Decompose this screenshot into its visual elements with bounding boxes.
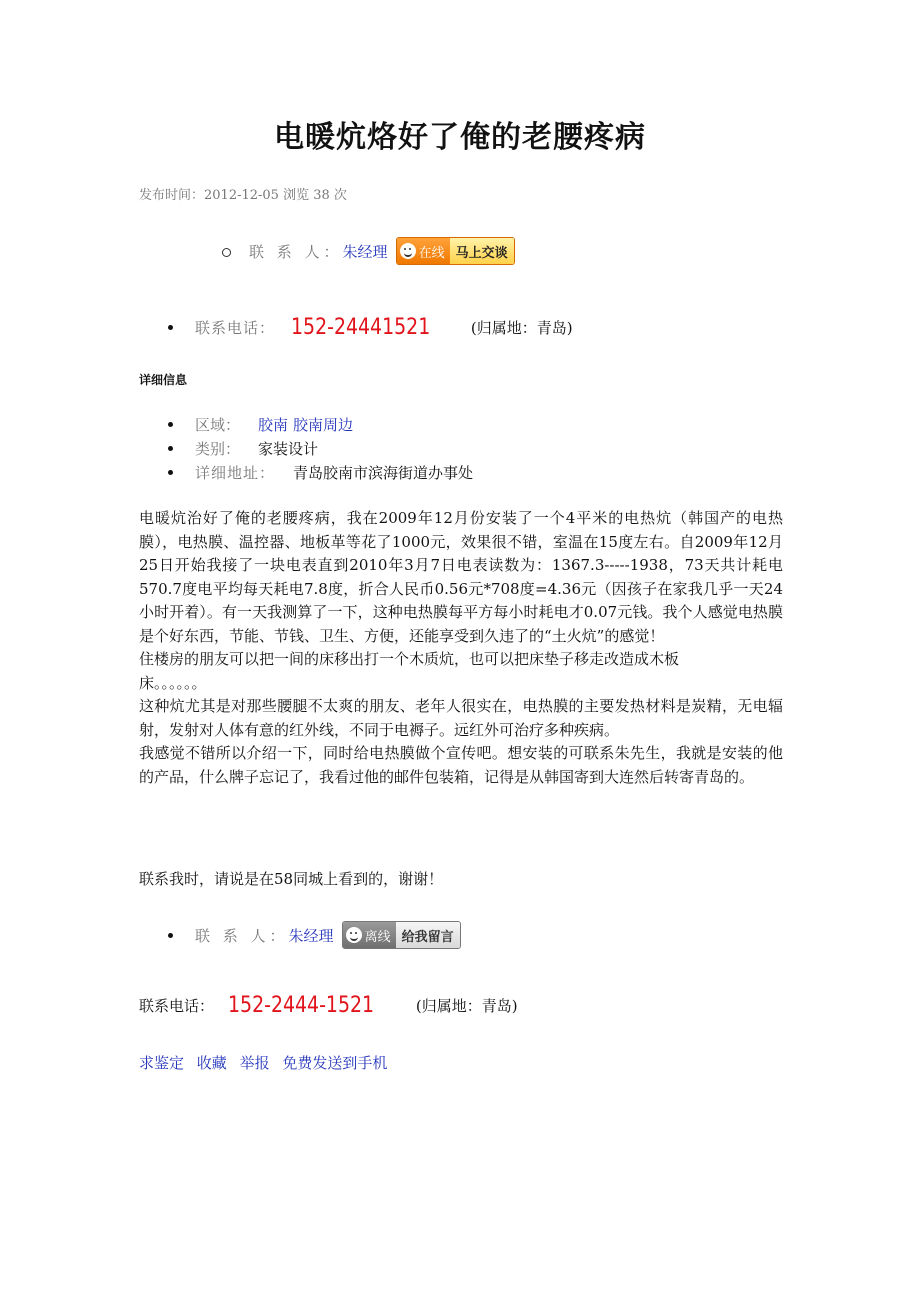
phone-number-image: 152-2444-1521: [228, 993, 375, 1018]
detail-address-row: [168, 462, 473, 483]
circle-bullet-icon: [222, 248, 231, 257]
phone-row-bottom: [139, 993, 518, 1018]
contact-label: 联 系 人：: [249, 242, 343, 261]
leave-message-text: 给我留言: [396, 922, 460, 948]
favorite-link[interactable]: 收藏: [196, 1054, 227, 1072]
page-title: 电暖炕烙好了俺的老腰疼病: [274, 120, 646, 155]
contact-label: 联 系 人：: [195, 926, 289, 945]
phone-row-top: [168, 310, 573, 344]
offline-badge-left: [343, 922, 396, 948]
bullet-dot: [168, 446, 173, 451]
send-to-phone-link[interactable]: 免费发送到手机: [282, 1054, 388, 1072]
address-value: 青岛胶南市滨海街道办事处: [293, 464, 474, 482]
bullet-dot: [168, 933, 173, 938]
leave-message-button[interactable]: [342, 921, 461, 949]
region-link-2[interactable]: 胶南周边: [293, 416, 354, 434]
online-badge-left: [397, 238, 450, 264]
detail-category-row: [168, 438, 318, 459]
report-link[interactable]: 举报: [239, 1054, 270, 1072]
contact-name-link[interactable]: 朱经理: [288, 926, 334, 945]
contact-name-link[interactable]: 朱经理: [342, 242, 388, 261]
detail-region-row: [168, 414, 353, 435]
address-label: 详细地址：: [195, 464, 276, 482]
phone-label: 联系电话：: [139, 997, 215, 1015]
phone-location: (归属地：青岛): [415, 997, 518, 1015]
contact-person-row-bottom: [168, 920, 461, 950]
phone-number-image: 152-24441521: [291, 314, 431, 340]
chat-online-button[interactable]: [396, 237, 515, 265]
phone-label: 联系电话：: [195, 318, 276, 337]
appraise-link[interactable]: 求鉴定: [139, 1054, 185, 1072]
region-link-1[interactable]: 胶南: [258, 416, 289, 434]
footer-links: [139, 1052, 395, 1073]
category-value: 家装设计: [258, 440, 319, 458]
body-paragraph-2b: 床。。。。。。: [139, 673, 207, 692]
chat-face-icon: [400, 243, 416, 259]
online-status-text: 在线: [418, 245, 445, 261]
publish-meta: 发布时间：2012-12-05 浏览 38 次: [139, 188, 347, 203]
bullet-dot: [168, 470, 173, 475]
offline-status-text: 离线: [364, 929, 391, 945]
body-paragraph-4: 我感觉不错所以介绍一下，同时给电热膜做个宣传吧。想安装的可联系朱先生，我就是安装的他的产品，什么牌子忘记了，我看过他的邮件包装箱，记得是从韩国寄到大连然后转寄青岛的。: [139, 744, 783, 786]
chat-now-text: 马上交谈: [450, 238, 514, 264]
category-label: 类别：: [195, 440, 241, 458]
body-paragraph-2a: 住楼房的朋友可以把一间的床移出打一个木质炕，也可以把床垫子移走改造成木板: [139, 650, 680, 668]
phone-location: (归属地：青岛): [470, 318, 573, 337]
region-label: 区域：: [195, 416, 241, 434]
body-paragraph-1: 电暖炕治好了俺的老腰疼病，我在2009年12月份安装了一个4平米的电热炕（韩国产的电热膜），电热膜、温控器、地板革等花了1000元，效果很不错，室温在15度左右。自2009年12月25日开始我接了一块电表直到2010年3月7日电表读数为：1367.3-----1938，73天共计耗电570.7度电平均每天耗电7.8度，折合人民币0.56元*708度=4.36元（因孩子在家我几乎一天24小时开着）。有一天我测算了一下，这种电热膜每平方每小时耗电才0.07元钱。我个人感觉电热膜是个好东西，节能、节钱、卫生、方便，还能享受到久违了的“土火炕”的感觉！: [139, 509, 783, 645]
bullet-dot: [168, 325, 173, 330]
contact-person-row: [222, 236, 515, 266]
closing-note: 联系我时，请说是在58同城上看到的，谢谢！: [139, 870, 444, 888]
chat-face-icon: [346, 927, 362, 943]
body-paragraph-3: 这种炕尤其是对那些腰腿不太爽的朋友、老年人很实在，电热膜的主要发热材料是炭精，无电辐射，发射对人体有意的红外线，不同于电褥子。远红外可治疗多种疾病。: [139, 697, 783, 739]
article-body: [139, 507, 783, 789]
bullet-dot: [168, 422, 173, 427]
details-heading: 详细信息: [139, 373, 188, 387]
